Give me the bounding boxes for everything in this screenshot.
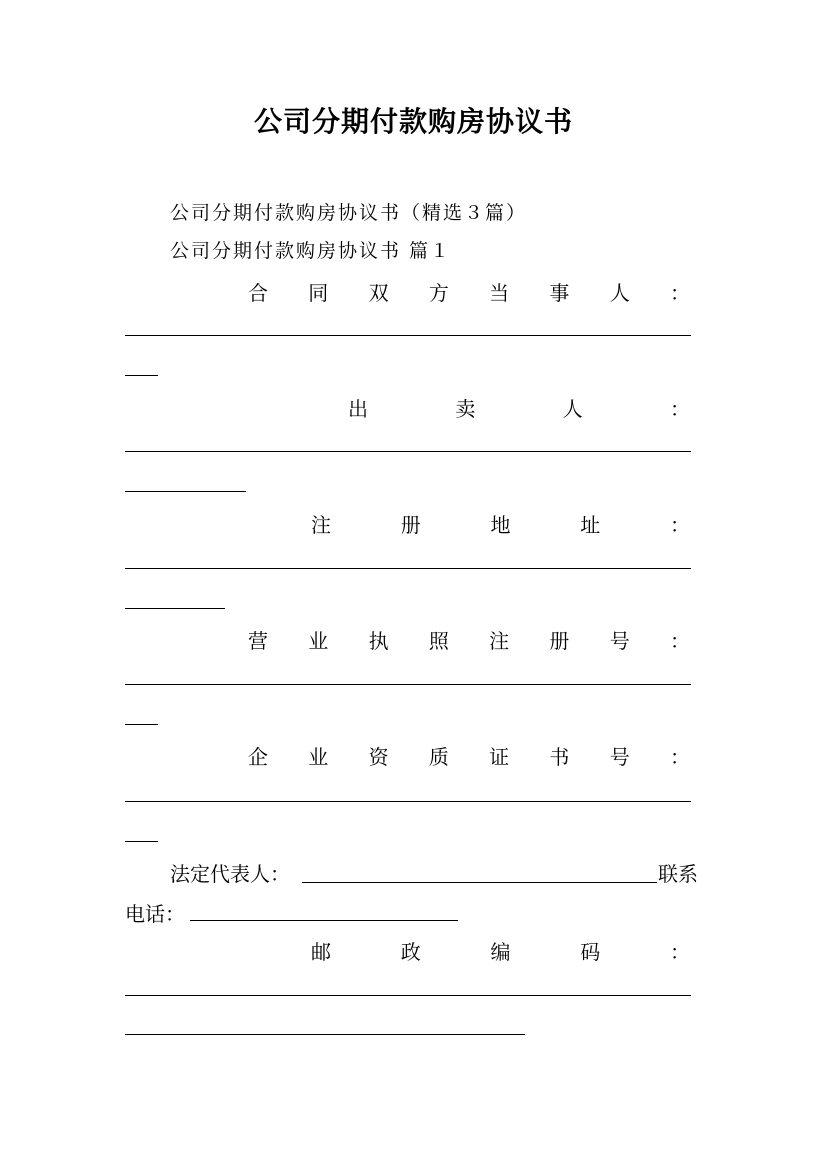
legal-rep-label: 法定代表人：: [170, 862, 290, 886]
address-char-1: 册: [400, 512, 421, 537]
address-char-3: 址: [580, 512, 601, 537]
parties-char-3: 方: [428, 280, 449, 305]
postal-char-1: 政: [400, 939, 421, 964]
contact-phone-fill-line[interactable]: [190, 920, 458, 921]
qualification-char-2: 资: [368, 744, 389, 769]
seller-char-3: ：: [669, 396, 690, 421]
license-char-4: 注: [489, 628, 510, 653]
qualification-char-5: 书: [549, 744, 570, 769]
qualification-fill-line-cont[interactable]: [125, 841, 158, 842]
parties-char-4: 当: [489, 280, 510, 305]
address-fill-line[interactable]: [125, 568, 691, 569]
address-fill-line-cont[interactable]: [125, 608, 225, 609]
address-char-2: 地: [490, 512, 511, 537]
license-char-6: 号: [609, 628, 630, 653]
address-label: [311, 508, 690, 538]
seller-fill-line-cont[interactable]: [125, 491, 246, 492]
qualification-label: [248, 740, 690, 770]
qualification-char-6: 号: [609, 744, 630, 769]
license-char-2: 执: [368, 628, 389, 653]
license-fill-line-cont[interactable]: [125, 724, 158, 725]
postal-char-0: 邮: [311, 939, 331, 964]
license-label: [248, 624, 690, 654]
seller-char-1: 卖: [455, 396, 476, 421]
parties-char-6: 人: [609, 280, 630, 305]
section-heading: 公司分期付款购房协议书 篇１: [170, 240, 452, 262]
parties-char-1: 同: [308, 280, 329, 305]
postal-char-4: ：: [670, 939, 690, 964]
document-title: 公司分期付款购房协议书: [253, 105, 573, 138]
intro-line: 公司分期付款购房协议书（精选３篇）: [170, 202, 528, 224]
qualification-char-1: 业: [308, 744, 329, 769]
license-fill-line[interactable]: [125, 684, 691, 685]
license-char-7: ：: [669, 628, 690, 653]
license-char-0: 营: [248, 628, 268, 653]
postal-fill-line[interactable]: [125, 995, 691, 996]
qualification-char-7: ：: [669, 744, 690, 769]
postal-char-2: 编: [490, 939, 511, 964]
postal-label: [311, 935, 690, 965]
qualification-char-3: 质: [428, 744, 449, 769]
parties-char-7: ：: [669, 280, 690, 305]
parties-label: [248, 276, 690, 306]
qualification-char-0: 企: [248, 744, 268, 769]
seller-fill-line[interactable]: [125, 451, 691, 452]
license-char-3: 照: [428, 628, 449, 653]
address-char-0: 注: [311, 512, 331, 537]
seller-char-2: 人: [562, 396, 583, 421]
postal-fill-line-cont[interactable]: [125, 1034, 525, 1035]
seller-char-0: 出: [348, 396, 368, 421]
parties-char-5: 事: [549, 280, 570, 305]
license-char-5: 册: [549, 628, 570, 653]
address-char-4: ：: [670, 512, 690, 537]
qualification-fill-line[interactable]: [125, 801, 691, 802]
parties-char-0: 合: [248, 280, 268, 305]
contact-label-part2: 电话：: [125, 902, 185, 926]
qualification-char-4: 证: [489, 744, 510, 769]
legal-rep-fill-line[interactable]: [302, 882, 657, 883]
parties-fill-line-cont[interactable]: [125, 375, 158, 376]
parties-char-2: 双: [368, 280, 389, 305]
license-char-1: 业: [308, 628, 329, 653]
parties-fill-line[interactable]: [125, 335, 691, 336]
contact-label-part1: 联系: [658, 862, 698, 886]
seller-label: [348, 392, 690, 422]
postal-char-3: 码: [580, 939, 601, 964]
